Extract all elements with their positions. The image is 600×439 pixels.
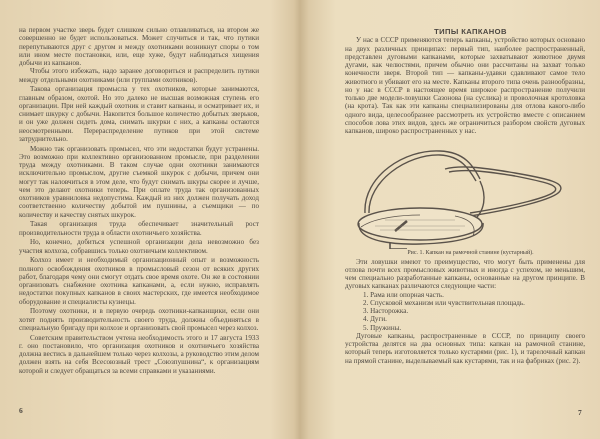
- page-number: 6: [19, 406, 23, 415]
- paragraph: Советским правительством учтена необходимость этого и 17 августа 1933 г. оно постановило, что организация охотников и охотничьего хозяйства должна вестись в дальнейшем только через колхозы, а руководство этим делом должен взять на себя Всесоюзный трест „Союзпушнина“, к организациям которой и следует обращаться за всеми справками и указаниями.: [19, 333, 259, 375]
- paragraph: Эти ловушки имеют то преимущество, что могут быть применены для отлова почти всех промысловых животных и иногда с успехом, не меньшим, чем специально разработанные капканы, основанные на другом принципе. В дуговых капканах различаются следующие части:: [345, 257, 585, 291]
- list-item: 5. Пружины.: [363, 323, 402, 332]
- parts-list: [345, 291, 585, 332]
- paragraph: Чтобы этого избежать, надо заранее договориться и распределить путики между отдельными охотниками (или группами охотников).: [19, 67, 259, 84]
- section-title: ТИПЫ КАПКАНОВ: [434, 27, 507, 36]
- paragraph: Поэтому охотники, и в первую очередь охотники-капканщики, если они хотят поднять производительность своего труда, должны объединяться в специальную бригаду при колхозе и организовать свой промысел через колхоз.: [19, 307, 259, 332]
- left-page: [0, 0, 298, 439]
- paragraph: У нас в СССР применяются теперь капканы, устройство которых основано на двух различных принципах: первый тип, наиболее распространенный, представлен дуговыми капканами, которые захватывают животное двумя дугами, как челюстями, причем обычно они рассчитаны на захват только конечности зверя. Второй тип — капканы-удавки сдавливают самое тело животного и убивают его на месте. Капканы второго типа очень разнообразны, но у нас в СССР в настоящее время широкое распространение получили только две модели-ловушки Сазонова (на суслика) и проволочная кротоловка (на крота). Так как эти капканы специализированы для отлова какого-либо одного вида, целесообразнее рассмотреть их устройство вместе с описанием способов лова этих видов, здесь же ограничиться разбором свойств дуговых капканов, широко распространенных у нас.: [345, 36, 585, 135]
- list-item: 1. Рама или опорная часть.: [363, 290, 444, 299]
- paragraph: на первом участке зверь будет слишком сильно отлавливаться, на втором же совершенно не будет использоваться. Может случиться и так, что путики перепутываются друг с другом и между охотниками возникнут споры о том или ином месте постановки, или, еще хуже, будут наблюдаться хищения добычи из капканов.: [19, 26, 259, 67]
- left-page-text: [19, 26, 259, 375]
- list-item: 4. Дуги.: [363, 315, 387, 324]
- figure-caption: Рис. 1. Капкан на рамочной станине (кустарный).: [407, 250, 534, 257]
- right-page-text: [345, 28, 585, 365]
- paragraph: Можно так организовать промысел, что эти недостатки будут устранены. Это возможно при коллективно организованном промысле, при разделении труда между охотниками. В таком случае одни охотники занимаются исключительно промыслом, другие съемкой шкурок с добычи, причем они могут так наловчиться в этом деле, что будут снимать шкуры скорее и лучше, чем это делают охотники теперь. При оплате труда так организованных охотников уравниловка недопустима. Каждый из них должен получать доход соответственно количеству добытой им пушнины, а съемщики — по количеству и качеству снятых шкурок.: [19, 144, 259, 219]
- paragraph: Дуговые капканы, распространенные в СССР, по принципу своего устройства делятся на два основных типа: капкан на рамочной станине, который теперь изготовляется только кустарями (рис. 1), и тарелочный капкан на прямой станине, выделываемый как кустарями, так и на фабриках (рис. 2).: [345, 331, 585, 365]
- paragraph: Такая организация труда обеспечивает значительный рост производительности труда в области охотничьего хозяйства.: [19, 220, 259, 237]
- paragraph: Такова организация промысла у тех охотников, которые занимаются, главным образом, охотой. Но это далеко не высшая возможная ступень его организации. При ней каждый охотник и ставит капканы, и осматривает их, и снимает шкурку с добычи. Накопится большое количество добытых зверьков, и он уже должен сидеть дома, снимать шкурки с них, а капканы остаются неосмотренными. Перераспределение путиков при этой системе затруднительно.: [19, 85, 259, 143]
- paragraph: Но, конечно, добиться успешной организации дела невозможно без участия колхоза, собравшись только охотничьим коллективом.: [19, 238, 259, 255]
- list-item: 2. Спусковой механизм или чувствительная площадь.: [363, 298, 525, 307]
- paragraph: Колхоз имеет и необходимый организационный опыт и возможность полного освобождения охотников в промысловый сезон от всяких других работ, благодаря чему они смогут отдать свое время охоте. Он же в состоянии организовать снабжение охотника капканами, а, если нужно, исправлять недостатки покупных капканов в своих мастерских, где имеется необходимое оборудование и специалисты кузнецы.: [19, 256, 259, 306]
- trap-illustration: [345, 141, 585, 249]
- list-item: 3. Насторожка.: [363, 307, 409, 315]
- page-number: 7: [578, 408, 582, 417]
